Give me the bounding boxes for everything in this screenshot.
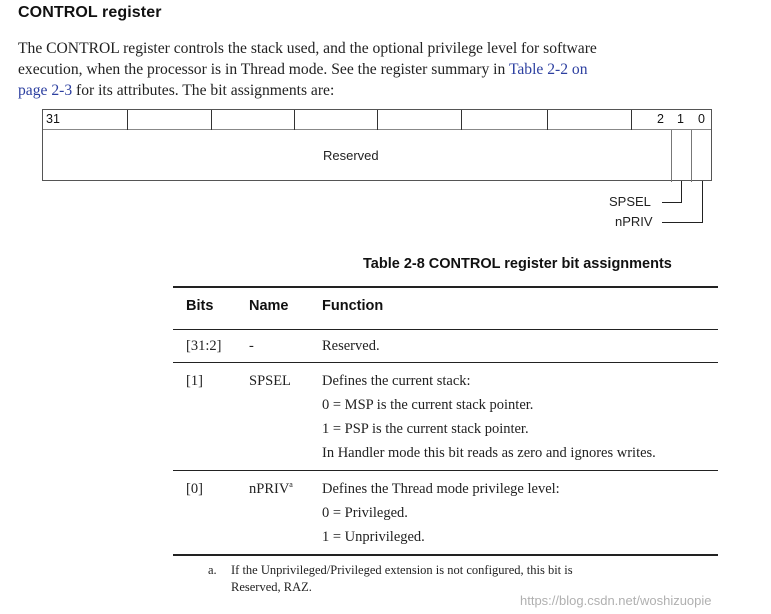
footnote-line: Reserved, RAZ. <box>231 580 312 594</box>
row-spsel-function-line: 0 = MSP is the current stack pointer. <box>322 397 534 413</box>
reserved-field-label: Reserved <box>323 148 379 163</box>
intro-paragraph <box>18 38 718 101</box>
footnote-marker: a. <box>208 563 217 577</box>
npriv-leader-vertical <box>702 181 703 223</box>
header-rule <box>173 329 718 330</box>
field-divider <box>691 130 692 182</box>
row-reserved-name: - <box>249 338 254 354</box>
row-spsel-function-line: 1 = PSP is the current stack pointer. <box>322 421 529 437</box>
bit-1-label: 1 <box>677 112 684 126</box>
row-reserved-bits: [31:2] <box>186 338 222 354</box>
bit-2-label: 2 <box>657 112 664 126</box>
npriv-leader-horizontal <box>662 222 703 223</box>
footnote-line: If the Unprivileged/Privileged extension is not configured, this bit is <box>231 563 573 577</box>
row-reserved-function: Reserved. <box>322 338 380 354</box>
paragraph-text: execution, when the processor is in Thread mode. See the register summary in <box>18 61 509 78</box>
paragraph-text: for its attributes. The bit assignments are: <box>72 82 335 99</box>
npriv-label: nPRIV <box>615 214 653 229</box>
row-npriv-name <box>249 481 293 498</box>
table-bottom-rule <box>173 554 718 556</box>
table-top-rule <box>173 286 718 288</box>
row-npriv-bits: [0] <box>186 481 203 497</box>
row-spsel-bits: [1] <box>186 373 203 389</box>
bit-tick <box>631 110 632 130</box>
row-npriv-name-text: nPRIV <box>249 481 290 497</box>
header-bits: Bits <box>186 298 214 314</box>
row-spsel-name: SPSEL <box>249 373 291 389</box>
bit-0-label: 0 <box>698 112 705 126</box>
bit-number-row <box>43 110 711 130</box>
paragraph-text: The CONTROL register controls the stack used, and the optional privilege level for software <box>18 40 597 57</box>
section-heading: CONTROL register <box>18 4 162 21</box>
footnote-marker-superscript: a <box>289 480 293 489</box>
spsel-leader-vertical <box>681 181 682 203</box>
row-spsel-function-line: Defines the current stack: <box>322 373 471 389</box>
field-divider <box>671 130 672 182</box>
table-caption: Table 2-8 CONTROL register bit assignments <box>363 256 672 272</box>
row-spsel-function-line: In Handler mode this bit reads as zero and ignores writes. <box>322 445 656 461</box>
row-rule <box>173 362 718 363</box>
row-npriv-function-line: Defines the Thread mode privilege level: <box>322 481 560 497</box>
bit-31-label: 31 <box>46 112 60 126</box>
watermark: https://blog.csdn.net/woshizuopie <box>520 593 712 608</box>
bit-tick <box>547 110 548 130</box>
bit-tick <box>461 110 462 130</box>
bit-tick <box>294 110 295 130</box>
header-function: Function <box>322 298 384 314</box>
row-npriv-function-line: 0 = Privileged. <box>322 505 408 521</box>
page-reference-link[interactable]: page 2-3 <box>18 82 73 99</box>
bit-tick <box>211 110 212 130</box>
row-rule <box>173 470 718 471</box>
header-name: Name <box>249 298 289 314</box>
register-diagram <box>42 109 712 181</box>
spsel-label: SPSEL <box>609 194 651 209</box>
spsel-leader-horizontal <box>662 202 682 203</box>
row-npriv-function-line: 1 = Unprivileged. <box>322 529 425 545</box>
bit-tick <box>377 110 378 130</box>
bit-tick <box>127 110 128 130</box>
table-reference-link[interactable]: Table 2-2 on <box>508 61 588 78</box>
